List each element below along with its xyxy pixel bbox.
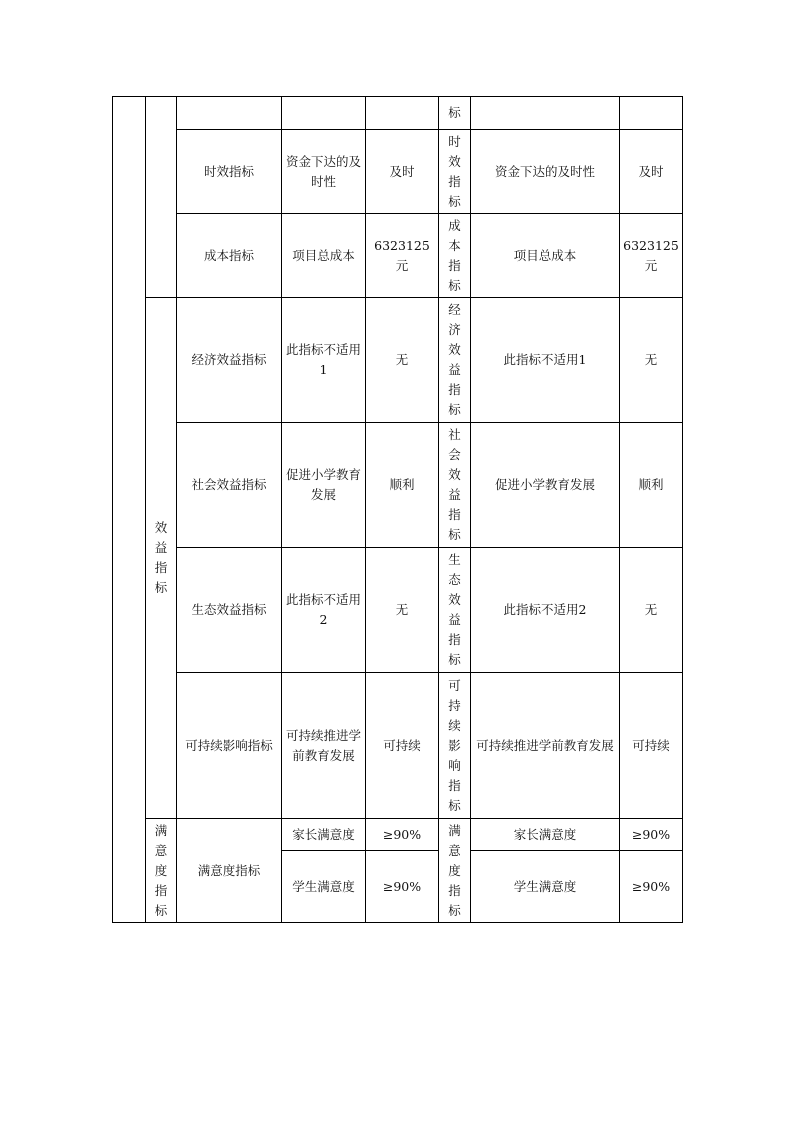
vertical-label-cell: 成本指标 (439, 214, 471, 298)
item-cell: 此指标不适用1 (282, 298, 366, 423)
indicator-cell: 时效指标 (177, 130, 282, 214)
value-cell: 顺利 (366, 423, 439, 548)
vertical-label-cell: 社会效益指标 (439, 423, 471, 548)
value-cell: ≥90% (366, 819, 439, 851)
item-cell: 促进小学教育发展 (282, 423, 366, 548)
value-cell: 无 (366, 298, 439, 423)
desc-cell: 资金下达的及时性 (471, 130, 620, 214)
value2-cell: 顺利 (620, 423, 683, 548)
value2-cell: 6323125元 (620, 214, 683, 298)
value-cell: 可持续 (366, 673, 439, 819)
desc-cell: 此指标不适用2 (471, 548, 620, 673)
item-cell: 可持续推进学前教育发展 (282, 673, 366, 819)
indicator-cell: 可持续影响指标 (177, 673, 282, 819)
value-cell: 6323125元 (366, 214, 439, 298)
table-row (113, 214, 683, 298)
vertical-label-cell: 可持续影响指标 (439, 673, 471, 819)
table-row (113, 423, 683, 548)
value2-cell: 及时 (620, 130, 683, 214)
table-row (113, 298, 683, 423)
desc-cell: 项目总成本 (471, 214, 620, 298)
item-cell: 此指标不适用2 (282, 548, 366, 673)
vertical-label-cell: 生态效益指标 (439, 548, 471, 673)
value-cell: 及时 (366, 130, 439, 214)
item-cell: 资金下达的及时性 (282, 130, 366, 214)
indicator-cell: 社会效益指标 (177, 423, 282, 548)
value2-cell: 无 (620, 298, 683, 423)
item-cell: 家长满意度 (282, 819, 366, 851)
desc-cell: 家长满意度 (471, 819, 620, 851)
table-row (113, 97, 683, 130)
blank-cell (282, 97, 366, 130)
vertical-label-cell: 标 (439, 97, 471, 130)
item-cell: 项目总成本 (282, 214, 366, 298)
desc-cell: 促进小学教育发展 (471, 423, 620, 548)
blank-cell (620, 97, 683, 130)
table-row (113, 819, 683, 851)
indicator-cell: 生态效益指标 (177, 548, 282, 673)
table-row (113, 673, 683, 819)
table-row (113, 548, 683, 673)
value2-cell: 可持续 (620, 673, 683, 819)
vertical-label-cell: 经济效益指标 (439, 298, 471, 423)
blank-cell (471, 97, 620, 130)
item-cell: 学生满意度 (282, 851, 366, 923)
performance-indicator-table (112, 96, 683, 923)
blank-category-cell (146, 97, 177, 298)
blank-cell (177, 97, 282, 130)
vertical-label-cell: 满意度指标 (439, 819, 471, 923)
value-cell: 无 (366, 548, 439, 673)
value2-cell: ≥90% (620, 851, 683, 923)
value2-cell: 无 (620, 548, 683, 673)
indicator-cell: 满意度指标 (177, 819, 282, 923)
blank-first-column-cell (113, 97, 146, 923)
value-cell: ≥90% (366, 851, 439, 923)
desc-cell: 此指标不适用1 (471, 298, 620, 423)
table-row (113, 130, 683, 214)
value2-cell: ≥90% (620, 819, 683, 851)
benefit-group-cell: 效益指标 (146, 298, 177, 819)
indicator-cell: 成本指标 (177, 214, 282, 298)
blank-cell (366, 97, 439, 130)
desc-cell: 可持续推进学前教育发展 (471, 673, 620, 819)
vertical-label-cell: 时效指标 (439, 130, 471, 214)
satisfaction-group-cell: 满意度指标 (146, 819, 177, 923)
indicator-cell: 经济效益指标 (177, 298, 282, 423)
desc-cell: 学生满意度 (471, 851, 620, 923)
